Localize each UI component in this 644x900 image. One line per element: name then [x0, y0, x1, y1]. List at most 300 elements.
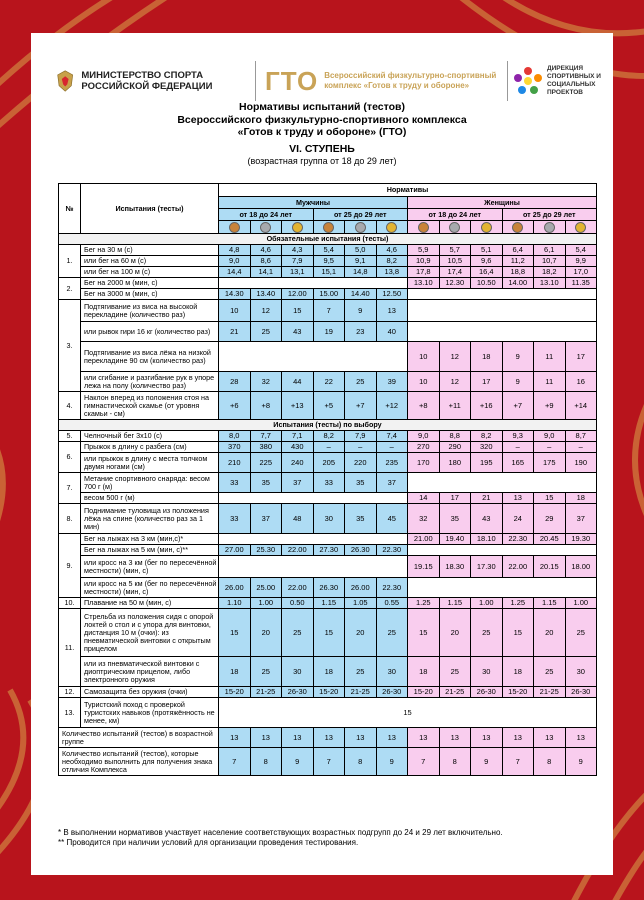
empty-cell	[408, 545, 597, 556]
norms-sheet	[31, 33, 613, 875]
test-name: или из пневматической винтовки с диоптрическим прицелом, либо электронного оружия	[81, 657, 219, 687]
norm-value: 7	[408, 748, 440, 776]
norm-value: 8,8	[439, 431, 471, 442]
norm-value: 7,9	[345, 431, 377, 442]
norm-value: 1.25	[502, 598, 534, 609]
norm-value: –	[502, 442, 534, 453]
age-header: от 18 до 24 лет	[408, 209, 503, 221]
norm-value: 25	[282, 609, 314, 657]
norm-value: 13,1	[282, 267, 314, 278]
norm-value: +9	[534, 392, 566, 420]
norm-value: 18.00	[565, 556, 597, 578]
norm-value: 48	[282, 504, 314, 534]
norm-value: 14.00	[502, 278, 534, 289]
norm-value: 25	[439, 657, 471, 687]
norm-value: 33	[219, 504, 251, 534]
test-name: Наклон вперед из положения стоя на гимнастической скамье (от уровня скамьи - см)	[81, 392, 219, 420]
norm-value: 18,2	[534, 267, 566, 278]
norm-value: +12	[376, 392, 408, 420]
norm-value: 30	[313, 504, 345, 534]
test-name: или рывок гири 16 кг (количество раз)	[81, 322, 219, 342]
norm-value: –	[313, 442, 345, 453]
stage-title: VI. СТУПЕНЬ	[289, 142, 355, 155]
norm-value: 13	[219, 728, 251, 748]
norm-value: +8	[250, 392, 282, 420]
norm-value: +16	[471, 392, 503, 420]
row-number: 1.	[59, 245, 81, 278]
norm-value: 20	[345, 609, 377, 657]
norm-value: 1.05	[345, 598, 377, 609]
norm-value: 7	[502, 748, 534, 776]
norm-value: 8,7	[565, 431, 597, 442]
norm-value: 5,9	[408, 245, 440, 256]
norm-value: 27.00	[219, 545, 251, 556]
norm-value: 18.10	[471, 534, 503, 545]
title-line-1: Нормативы испытаний (тестов)	[239, 101, 405, 113]
test-name: Подтягивание из виса лёжа на низкой перекладине 90 см (количество раз)	[81, 342, 219, 372]
row-number: 11.	[59, 609, 81, 687]
norm-value: 17,8	[408, 267, 440, 278]
norm-value: 7,1	[282, 431, 314, 442]
badge-cell	[376, 221, 408, 234]
norm-value: 5,4	[313, 245, 345, 256]
test-name: Стрельба из положения сидя с опорой локтей о стол и с упора для винтовки, дистанция 10 м (очки): из пневматической винтовки с открытым прицелом	[81, 609, 219, 657]
norm-value: 22.30	[502, 534, 534, 545]
norm-value: 25.30	[250, 545, 282, 556]
norm-value: 380	[250, 442, 282, 453]
norm-value: 8,0	[219, 431, 251, 442]
norm-value: 5,0	[345, 245, 377, 256]
test-name: Количество испытаний (тестов) в возрастной группе	[59, 728, 219, 748]
silver-badge-icon	[544, 222, 555, 233]
norm-value: 40	[376, 322, 408, 342]
norm-value: 11,2	[502, 256, 534, 267]
norm-value: 33	[219, 473, 251, 493]
norm-value: 7	[313, 300, 345, 322]
row-number: 7.	[59, 473, 81, 504]
norm-value: 9	[471, 748, 503, 776]
norm-value: 26-30	[565, 687, 597, 698]
directorate-name: ДИРЕКЦИЯ СПОРТИВНЫХ И СОЦИАЛЬНЫХ ПРОЕКТОВ	[547, 65, 601, 96]
norm-value: 20	[534, 609, 566, 657]
norm-value: 19	[313, 322, 345, 342]
norm-value: 26.30	[313, 578, 345, 598]
norm-value: 32	[250, 372, 282, 392]
norm-value: 22.00	[282, 545, 314, 556]
norm-value: 14.30	[219, 289, 251, 300]
norm-value: 205	[313, 453, 345, 473]
norm-value: 4,3	[282, 245, 314, 256]
norm-value: 17	[471, 372, 503, 392]
badge-cell	[282, 221, 314, 234]
badge-cell	[345, 221, 377, 234]
norm-value: 25	[471, 609, 503, 657]
norm-value: 22.00	[282, 578, 314, 598]
norm-value: 25.00	[250, 578, 282, 598]
norm-value: 10,5	[439, 256, 471, 267]
bronze-badge-icon	[323, 222, 334, 233]
norm-value: 7	[313, 748, 345, 776]
gold-badge-icon	[575, 222, 586, 233]
badge-cell	[250, 221, 282, 234]
norm-value: 17,0	[565, 267, 597, 278]
test-name: Туристский поход с проверкой туристских навыков (протяжённость не менее, км)	[81, 698, 219, 728]
norm-value: 8,2	[471, 431, 503, 442]
norm-value: 430	[282, 442, 314, 453]
norm-value: 13	[439, 728, 471, 748]
row-number: 5.	[59, 431, 81, 442]
empty-cell	[408, 578, 597, 598]
row-number: 13.	[59, 698, 81, 728]
test-name: Плавание на 50 м (мин, с)	[81, 598, 219, 609]
norm-value: 18	[502, 657, 534, 687]
men-header: Мужчины	[219, 197, 408, 209]
test-name: Бег на лыжах на 5 км (мин, с)**	[81, 545, 219, 556]
norm-value: 25	[345, 657, 377, 687]
women-header: Женщины	[408, 197, 597, 209]
norm-value: 9,1	[345, 256, 377, 267]
norm-value: 1.10	[219, 598, 251, 609]
test-name: Бег на лыжах на 3 км (мин,с)*	[81, 534, 219, 545]
norm-value: 12	[439, 342, 471, 372]
norm-value: 13,8	[376, 267, 408, 278]
norm-value: 1.25	[408, 598, 440, 609]
norm-value: 19.15	[408, 556, 440, 578]
norm-value: 32	[408, 504, 440, 534]
norm-value: 12	[439, 372, 471, 392]
norm-value: 17	[439, 493, 471, 504]
test-name: Количество испытаний (тестов), которые необходимо выполнить для получения знака отличия Комплекса	[59, 748, 219, 776]
norm-value: 20	[250, 609, 282, 657]
logo-divider	[507, 61, 508, 101]
norm-value: 10.50	[471, 278, 503, 289]
norm-value: 9	[502, 342, 534, 372]
norm-value: 35	[439, 504, 471, 534]
norm-value: 9,9	[565, 256, 597, 267]
norm-value: 14,8	[345, 267, 377, 278]
norm-value: 220	[345, 453, 377, 473]
norm-value: +7	[502, 392, 534, 420]
norm-value: 13.10	[534, 278, 566, 289]
norm-value: 30	[376, 657, 408, 687]
norm-value: 7,4	[376, 431, 408, 442]
test-name: или сгибание и разгибание рук в упоре лежа на полу (количество раз)	[81, 372, 219, 392]
norm-value: 28	[219, 372, 251, 392]
norm-value: 21-25	[345, 687, 377, 698]
norm-value: 0.55	[376, 598, 408, 609]
col-num-header: №	[59, 184, 81, 234]
norm-value: 7,7	[250, 431, 282, 442]
norm-value: 9,6	[471, 256, 503, 267]
norm-value: 25	[250, 657, 282, 687]
row-number: 2.	[59, 278, 81, 300]
norm-value: 37	[376, 473, 408, 493]
norm-value: 14,4	[219, 267, 251, 278]
norm-value: 37	[565, 504, 597, 534]
norm-value: 320	[471, 442, 503, 453]
norm-value: 30	[471, 657, 503, 687]
norm-value: 44	[282, 372, 314, 392]
norm-value: –	[345, 442, 377, 453]
norm-value: 27.30	[313, 545, 345, 556]
norm-value: 15	[534, 493, 566, 504]
norm-value: 15	[282, 300, 314, 322]
test-name: или бег на 60 м (с)	[81, 256, 219, 267]
norm-value: 13	[376, 300, 408, 322]
norm-value: 13	[471, 728, 503, 748]
norm-value: 22	[313, 372, 345, 392]
age-header: от 25 до 29 лет	[502, 209, 597, 221]
norm-value: 1.00	[250, 598, 282, 609]
norm-value: 25	[376, 609, 408, 657]
test-name: или кросс на 3 км (бег по пересечённой местности) (мин, с)	[81, 556, 219, 578]
title-line-2: Всероссийского физкультурно-спортивного комплекса	[177, 113, 467, 126]
norm-value: 4,8	[219, 245, 251, 256]
norm-value: 10	[219, 300, 251, 322]
row-number: 3.	[59, 300, 81, 392]
norm-value: 21-25	[250, 687, 282, 698]
norm-value: 12.30	[439, 278, 471, 289]
norm-value: 4,6	[250, 245, 282, 256]
norm-value: 30	[565, 657, 597, 687]
norm-value: 8	[439, 748, 471, 776]
norm-value: 10	[408, 372, 440, 392]
badge-cell	[219, 221, 251, 234]
footnote-1: * В выполнении нормативов участвует население соответствующих возрастных подгрупп до 24 и 29 лет включительно.	[58, 828, 503, 837]
norm-value: 9,0	[408, 431, 440, 442]
test-name: или кросс на 5 км (бег по пересечённой местности) (мин, с)	[81, 578, 219, 598]
norm-value: 1.15	[439, 598, 471, 609]
norm-value: 290	[439, 442, 471, 453]
norm-value: 6,4	[502, 245, 534, 256]
norm-value: 5,4	[565, 245, 597, 256]
norm-value: +13	[282, 392, 314, 420]
section-optional: Испытания (тесты) по выбору	[59, 420, 597, 431]
norm-value: 8,2	[376, 256, 408, 267]
norm-value: 17,4	[439, 267, 471, 278]
norm-value: 35	[345, 504, 377, 534]
norm-value: 35	[345, 473, 377, 493]
norm-value: 8	[250, 748, 282, 776]
norm-value: 25	[250, 322, 282, 342]
norm-value: 210	[219, 453, 251, 473]
norm-value: 16	[565, 372, 597, 392]
norm-value: 9,5	[313, 256, 345, 267]
norm-value: 180	[439, 453, 471, 473]
norm-value: 1.00	[471, 598, 503, 609]
norm-value: 9,0	[534, 431, 566, 442]
gto-mark: ГТО	[265, 65, 319, 96]
empty-cell	[408, 322, 597, 342]
norm-value: 13	[376, 728, 408, 748]
gto-complex-name: Всероссийский физкультурно-спортивный комплекс «Готов к труду и обороне»	[324, 71, 497, 90]
test-name: Метание спортивного снаряда: весом 700 г (м)	[81, 473, 219, 493]
norm-value: 1.15	[534, 598, 566, 609]
gold-badge-icon	[292, 222, 303, 233]
gold-badge-icon	[481, 222, 492, 233]
norm-value: 15-20	[502, 687, 534, 698]
norm-value: 190	[565, 453, 597, 473]
norm-value: 22.30	[376, 578, 408, 598]
norm-value: 9	[282, 748, 314, 776]
bronze-badge-icon	[512, 222, 523, 233]
norm-value: 18,8	[502, 267, 534, 278]
norm-value: –	[376, 442, 408, 453]
test-name: Бег на 3000 м (мин, с)	[81, 289, 219, 300]
norm-value: 15	[313, 609, 345, 657]
silver-badge-icon	[449, 222, 460, 233]
norm-value: 20	[439, 609, 471, 657]
row-number: 9.	[59, 534, 81, 598]
norm-value: 30	[282, 657, 314, 687]
empty-cell	[408, 289, 597, 300]
norm-value: 21.00	[408, 534, 440, 545]
norm-value: 21	[219, 322, 251, 342]
norm-value: 17	[565, 342, 597, 372]
norm-value: 18	[313, 657, 345, 687]
empty-cell	[219, 556, 408, 578]
norm-value: 21	[471, 493, 503, 504]
norm-value: 19.30	[565, 534, 597, 545]
norm-value: 15.00	[313, 289, 345, 300]
norm-value: 45	[376, 504, 408, 534]
norm-value: 13.40	[250, 289, 282, 300]
norm-value: 14,1	[250, 267, 282, 278]
norm-value: 33	[313, 473, 345, 493]
row-number: 6.	[59, 442, 81, 473]
norm-value: 9	[376, 748, 408, 776]
silver-badge-icon	[260, 222, 271, 233]
footnote-2: ** Проводится при наличии условий для организации проведения тестирования.	[58, 838, 359, 847]
badge-cell	[471, 221, 503, 234]
norm-value: 22.30	[376, 545, 408, 556]
norm-value: 7	[219, 748, 251, 776]
norm-value: 5,1	[471, 245, 503, 256]
norm-value: 14.40	[345, 289, 377, 300]
test-name: или бег на 100 м (с)	[81, 267, 219, 278]
test-name: Бег на 2000 м (мин, с)	[81, 278, 219, 289]
norm-value: 24	[502, 504, 534, 534]
norm-value: 13	[502, 493, 534, 504]
section-mandatory: Обязательные испытания (тесты)	[59, 234, 597, 245]
norm-value: 0.50	[282, 598, 314, 609]
col-tests-header: Испытания (тесты)	[81, 184, 219, 234]
test-name: Бег на 30 м (с)	[81, 245, 219, 256]
norm-value: 1.00	[565, 598, 597, 609]
empty-cell	[219, 342, 408, 372]
norm-value: 20.45	[534, 534, 566, 545]
norm-value: 15	[502, 609, 534, 657]
norm-value: 9	[565, 748, 597, 776]
norm-value: 35	[250, 473, 282, 493]
norms-table	[58, 183, 597, 776]
badge-cell	[565, 221, 597, 234]
empty-cell	[219, 278, 408, 289]
norm-value: 13	[565, 728, 597, 748]
norm-value: 43	[471, 504, 503, 534]
norm-value: 15,1	[313, 267, 345, 278]
norm-value: 270	[408, 442, 440, 453]
norm-value: 26-30	[282, 687, 314, 698]
test-name: или прыжок в длину с места толчком двумя ногами (см)	[81, 453, 219, 473]
norm-value: 170	[408, 453, 440, 473]
age-group: (возрастная группа от 18 до 29 лет)	[247, 155, 397, 166]
norm-value: 18	[219, 657, 251, 687]
row-number: 12.	[59, 687, 81, 698]
test-name: Челночный бег 3х10 (с)	[81, 431, 219, 442]
norm-value: 25	[565, 609, 597, 657]
norm-value: 12.50	[376, 289, 408, 300]
norm-value: 21-25	[534, 687, 566, 698]
norm-value: 165	[502, 453, 534, 473]
empty-cell	[408, 300, 597, 322]
norm-value: 16,4	[471, 267, 503, 278]
badge-cell	[439, 221, 471, 234]
document-title	[31, 101, 613, 166]
norm-value: +11	[439, 392, 471, 420]
badge-cell	[313, 221, 345, 234]
norm-value: 26.00	[345, 578, 377, 598]
norm-value: 6,1	[534, 245, 566, 256]
norm-value: 5,7	[439, 245, 471, 256]
norm-value: 39	[376, 372, 408, 392]
norm-value: +6	[219, 392, 251, 420]
norm-value: 12	[250, 300, 282, 322]
norm-value: 13	[313, 728, 345, 748]
empty-cell	[408, 473, 597, 493]
title-line-3: «Готов к труду и обороне» (ГТО)	[237, 126, 407, 138]
norm-value: 8	[534, 748, 566, 776]
norm-value: 11	[534, 372, 566, 392]
norm-value: 21-25	[439, 687, 471, 698]
badge-cell	[502, 221, 534, 234]
norm-value: 14	[408, 493, 440, 504]
norm-value: 26.00	[219, 578, 251, 598]
star-icon	[513, 66, 543, 96]
emblem-icon	[55, 64, 75, 98]
badge-cell	[534, 221, 566, 234]
norm-value: 15-20	[408, 687, 440, 698]
norm-value: 18	[471, 342, 503, 372]
norm-value: 13	[408, 728, 440, 748]
norm-value: 240	[282, 453, 314, 473]
norm-value: 195	[471, 453, 503, 473]
empty-cell	[219, 534, 408, 545]
norm-value: 9,0	[219, 256, 251, 267]
age-header: от 25 до 29 лет	[313, 209, 408, 221]
norm-value: 23	[345, 322, 377, 342]
norm-value: 11.35	[565, 278, 597, 289]
norm-value: 4,6	[376, 245, 408, 256]
norm-value: –	[534, 442, 566, 453]
norm-value: 13	[502, 728, 534, 748]
test-name: Поднимание туловища из положения лёжа на спине (количество раз за 1 мин)	[81, 504, 219, 534]
norm-value: 19.40	[439, 534, 471, 545]
norm-value: 8,6	[250, 256, 282, 267]
norm-value: 22.00	[502, 556, 534, 578]
norm-value: 25	[534, 657, 566, 687]
norm-value: 26-30	[471, 687, 503, 698]
norm-value: 15	[219, 698, 597, 728]
norm-value: 10	[408, 342, 440, 372]
norm-value: 10,9	[408, 256, 440, 267]
gold-badge-icon	[386, 222, 397, 233]
norm-value: 225	[250, 453, 282, 473]
norm-value: +8	[408, 392, 440, 420]
norm-value: 18	[408, 657, 440, 687]
norm-value: 13	[282, 728, 314, 748]
bronze-badge-icon	[229, 222, 240, 233]
